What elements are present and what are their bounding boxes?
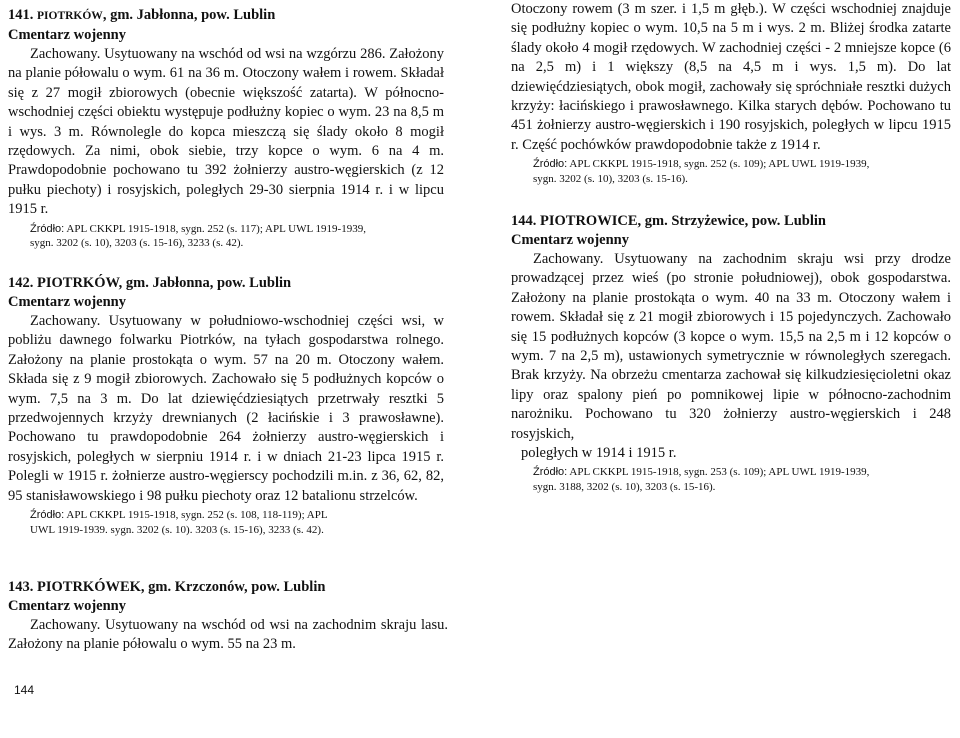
- entry-141-subhead: Cmentarz wojenny: [8, 27, 126, 43]
- entry-141-title: 141. PIOTRKÓW, gm. Jabłonna, pow. Lublin: [8, 7, 276, 23]
- entry-144-title: 144. PIOTROWICE, gm. Strzyżewice, pow. Lublin: [511, 213, 826, 229]
- entry-143-title: 143. PIOTRKÓWEK, gm. Krzczonów, pow. Lublin: [8, 579, 326, 595]
- entry-143-continued: [511, 0, 951, 186]
- entry-141-source: Źródło: APL CKKPL 1915-1918, sygn. 252 (s. 117); APL UWL 1919-1939, sygn. 3202 (s. 10), 3203 (s. 15-16), 3233 (s. 42).: [30, 222, 366, 250]
- entry-142-body: Zachowany. Usytuowany w południowo-wschodniej części wsi, w pobliżu dawnego folwarku Piotrków, na tyłach gospodarstwa rolnego. Założony na planie prostokąta o wym. 57 na 20 m. Otoczony wałem. Składa się z 9 mogił zbiorowych. Zachowało się 5 podłużnych kopców o wym. 7,5 na 3 m. Do lat dziewięćdziesiątych przetrwały resztki 5 przedwojennych krzyży drewnianych (2 łacińskie i 3 prawosławne). Pochowano tu prawdopodobnie 264 żołnierzy austro-węgierskich i rosyjskich, poległych w sierpniu 1914 r. i w dniach 21-23 lipca 1915 r. Polegli w 1915 r. żołnierze austro-węgierscy pochodzili m.in. z 36, 62, 82, 95 stanisławowskiego i 98 pułku piechoty oraz 12 batalionu strzelców.: [8, 313, 444, 504]
- entry-143: [8, 578, 448, 655]
- entry-144-body: Zachowany. Usytuowany na zachodnim skraju wsi przy drodze prowadzącej przez wieś (po stronie południowej), obok gospodarstwa. Założony na planie prostokąta o wym. 40 na 33 m. Otoczony wałem i rowem. Składał się z 21 mogił zbiorowych i 15 pojedynczych. Zachowało się 15 podłużnych kopców (3 kopce o wym. 15,5 na 2,5 m i 12 kopców o wym. 7 na 2,5 m), ustawionych symetrycznie w równoległych szeregach. Brak krzyży. Na obrzeżu cmentarza zachował się kilkudziesięcioletni okaz lipy oraz spalony pień po pomnikowej lipie w północno-zachodnim narożniku. Pochowano tu 320 żołnierzy austro-węgierskich i 248 rosyjskich,: [511, 251, 951, 442]
- entry-142: [8, 274, 444, 537]
- entry-143-source: Źródło: APL CKKPL 1915-1918, sygn. 252 (s. 109); APL UWL 1919-1939, sygn. 3202 (s. 10), 3203 (s. 15-16).: [533, 158, 870, 185]
- page-number: 144: [14, 683, 35, 697]
- entry-144: [511, 212, 951, 494]
- entry-144-subhead: Cmentarz wojenny: [511, 232, 629, 248]
- entry-141: [8, 6, 444, 251]
- entry-142-subhead: Cmentarz wojenny: [8, 294, 126, 310]
- entry-144-source: Źródło: APL CKKPL 1915-1918, sygn. 253 (s. 109); APL UWL 1919-1939, sygn. 3188, 3202 (s. 10), 3203 (s. 15-16).: [533, 466, 870, 493]
- entry-141-body: Zachowany. Usytuowany na wschód od wsi na wzgórzu 286. Założony na planie półowalu o wym. 61 na 36 m. Otoczony wałem i rowem. Składał się z 27 mogił zbiorowych (obecnie większość zatarta). W północno-wschodniej części obiektu występuje podłużny kopiec o wym. 23 na 8,5 m i wys. 3 m. Równolegle do kopca mieszczą się ślady około 8 mogił rzędowych. Za nimi, obok siebie, trzy kopce o wym. 6 na 4 m. Prawdopodobnie pochowano tu 392 żołnierzy austro-węgierskich (z 12 pułku piechoty) i rosyjskich, poległych 29-30 sierpnia 1914 r. i w lipcu 1915 r.: [8, 46, 444, 218]
- entry-142-source: Źródło: APL CKKPL 1915-1918, sygn. 252 (s. 108, 118-119); APL UWL 1919-1939. sygn. 3202 (s. 10). 3203 (s. 15-16), 3233 (s. 42).: [30, 509, 328, 536]
- entry-143-body-continued: Otoczony rowem (3 m szer. i 1,5 m głęb.). W części wschodniej znajduje się podłużny kopiec o wym. 10,5 na 5 m i wys. 2 m. Bliżej środka zatarte ślady około 4 mogił rzędowych. W zachodniej części - 2 mniejsze kopce (6 na 2,5 m) i 1 większy (8,5 na 4,5 m i wys. 1,5 m). Do lat dziewięćdziesiątych, obok mogił, zachowały się spróchniałe resztki dużych krzyży: łacińskiego i prawosławnego. Kilka starych dębów. Pochowano tu 451 żołnierzy austro-węgierskich i 190 rosyjskich, poległych w lipcu 1915 r. Część pochówków prawdopodobnie także z 1914 r.: [511, 1, 951, 153]
- entry-142-title: 142. PIOTRKÓW, gm. Jabłonna, pow. Lublin: [8, 275, 292, 291]
- entry-143-subhead: Cmentarz wojenny: [8, 598, 126, 614]
- entry-143-body: Zachowany. Usytuowany na wschód od wsi na zachodnim skraju lasu. Założony na planie półowalu o wym. 55 na 23 m.: [8, 617, 448, 653]
- entry-144-body-tail: poległych w 1914 i 1915 r.: [521, 445, 677, 462]
